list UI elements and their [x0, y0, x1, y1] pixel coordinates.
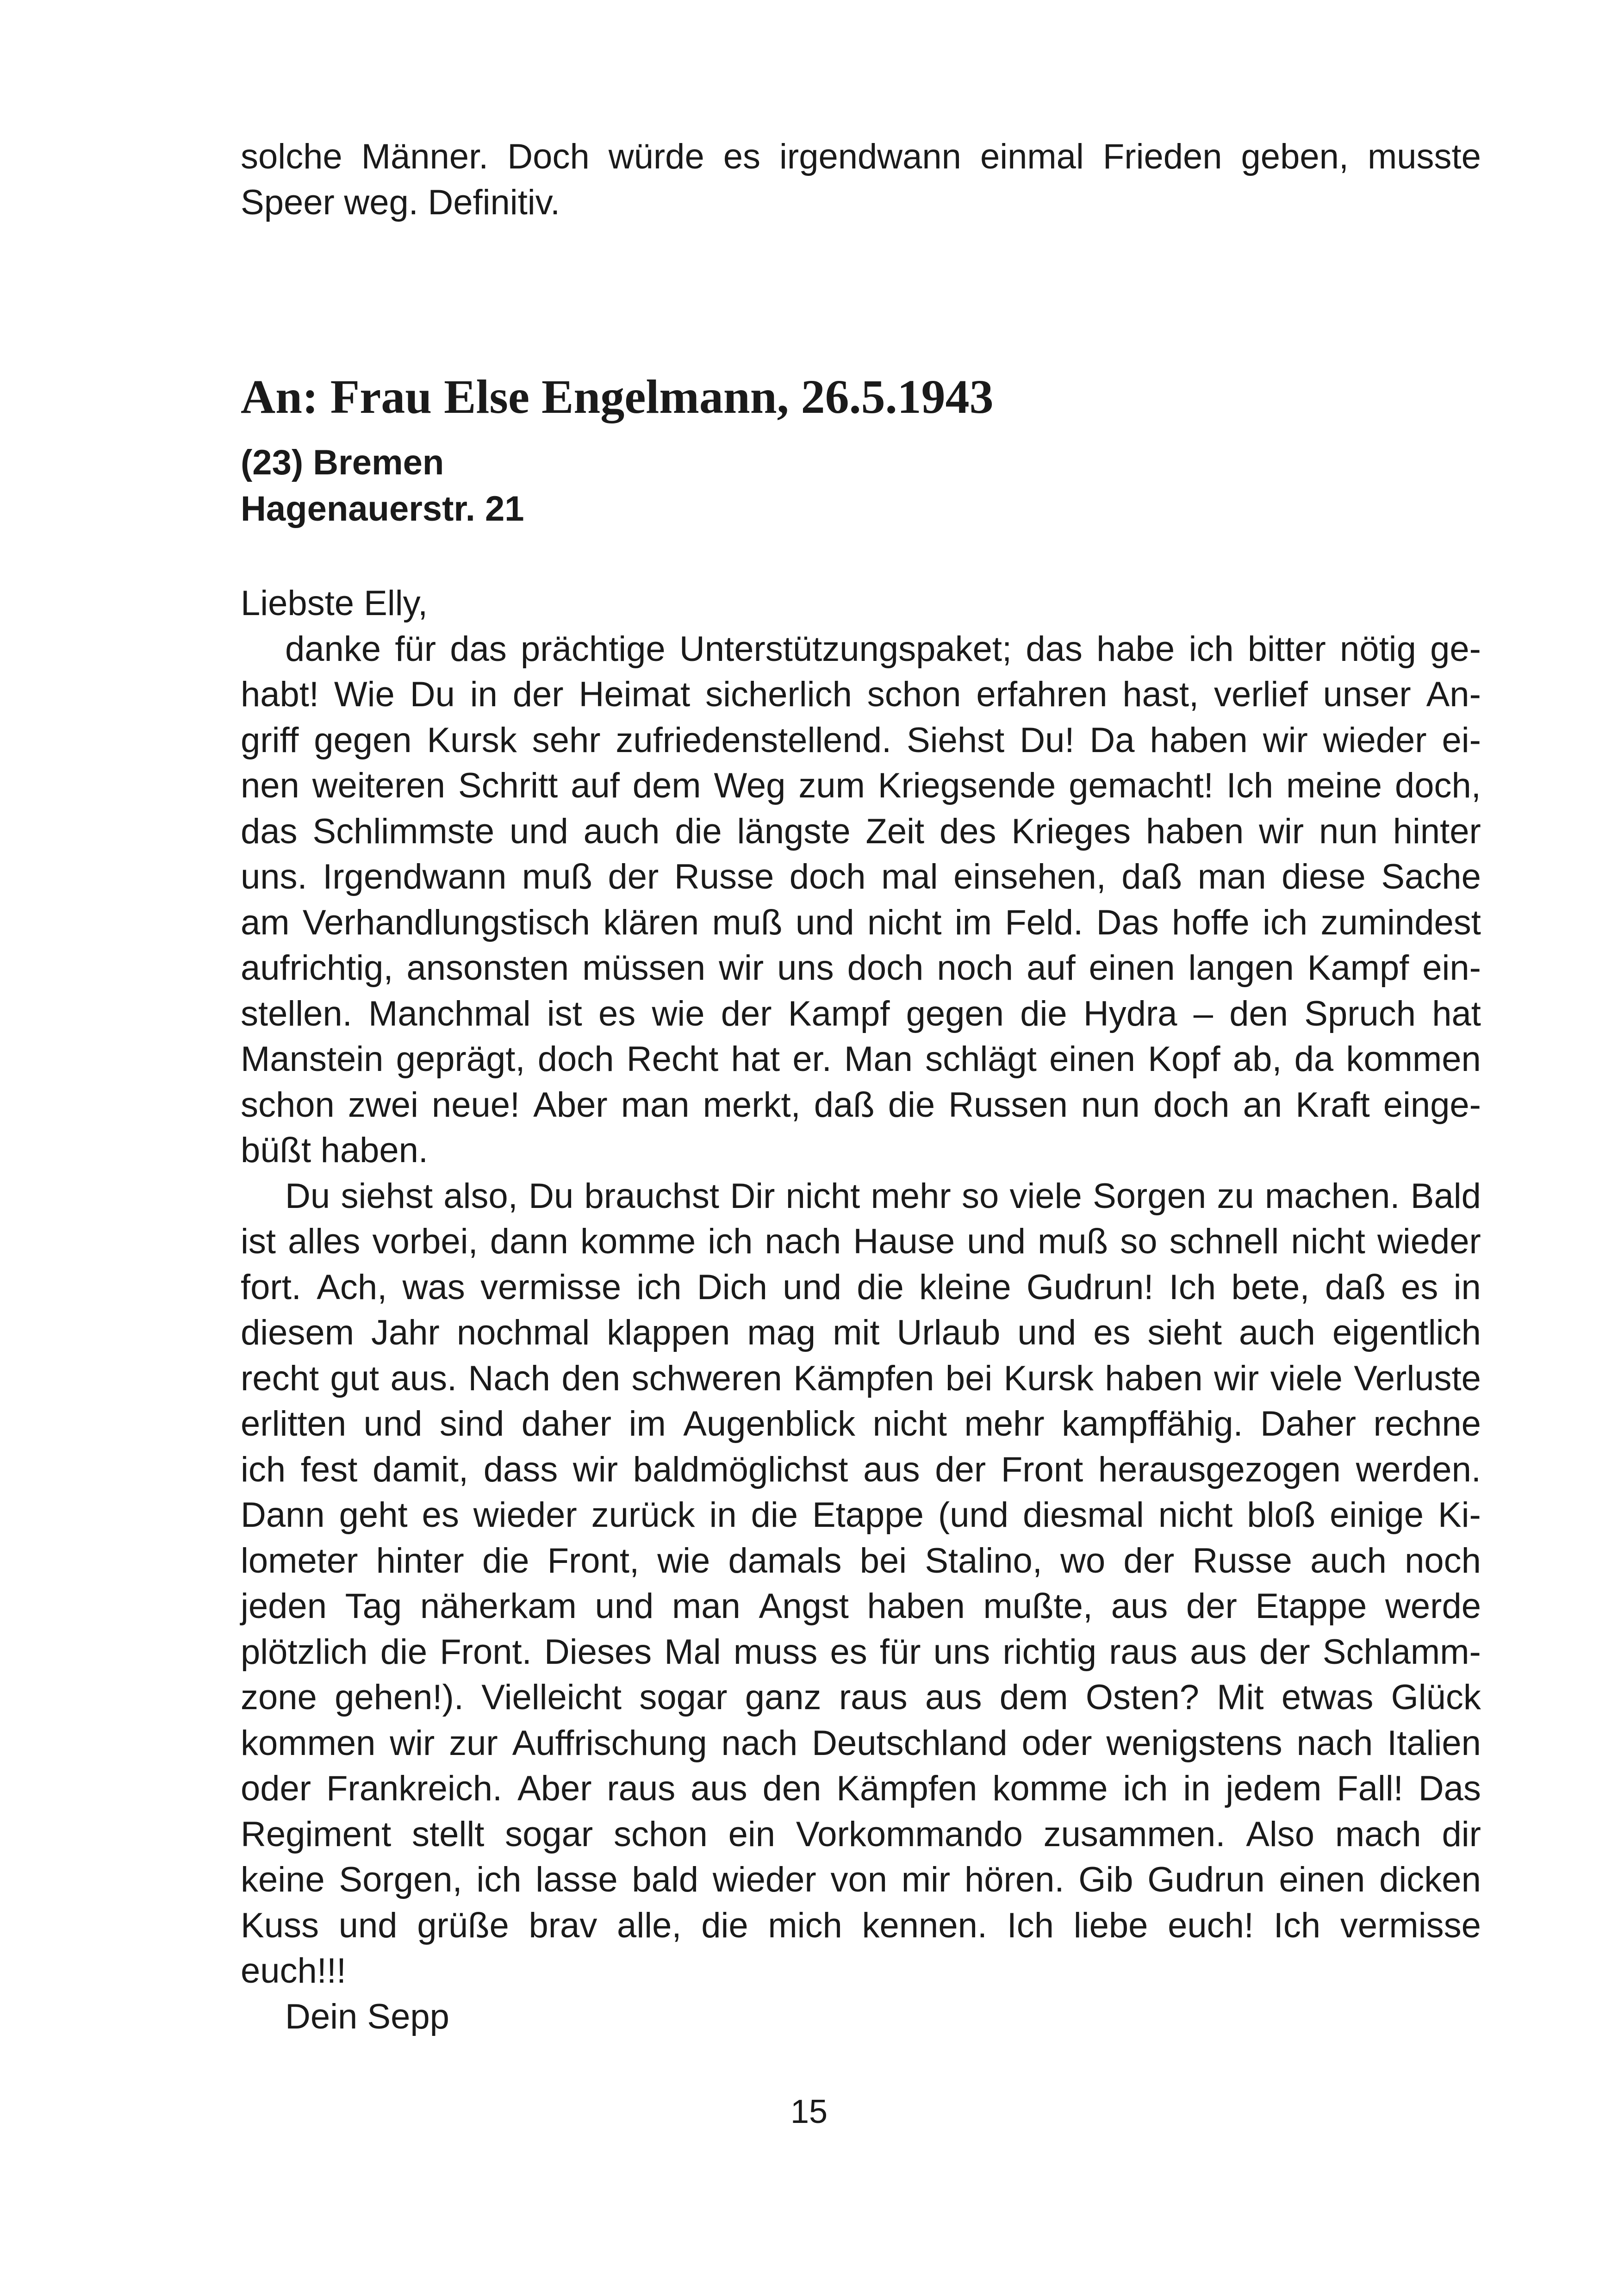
- address-street: Hagenauerstr. 21: [241, 489, 524, 529]
- text-line: diesem Jahr nochmal klappen mag mit Urlaub und es sieht auch eigentlich: [241, 1313, 1481, 1352]
- page-number: 15: [790, 2093, 828, 2130]
- text-line: das Schlimmste und auch die längste Zeit des Krieges haben wir nun hinter: [241, 811, 1481, 851]
- text-line: oder Frankreich. Aber raus aus den Kämpfen komme ich in jedem Fall! Das: [241, 1769, 1481, 1808]
- text-line: zone gehen!). Vielleicht sogar ganz raus aus dem Osten? Mit etwas Glück: [241, 1678, 1481, 1717]
- paragraph-2: [241, 1174, 1481, 1994]
- text-line: am Verhandlungstisch klären muß und nicht im Feld. Das hoffe ich zumindest: [241, 902, 1481, 942]
- text-line: schon zwei neue! Aber man merkt, daß die Russen nun doch an Kraft einge-: [241, 1085, 1481, 1125]
- text-line: kommen wir zur Auffrischung nach Deutschland oder wenigstens nach Italien: [241, 1723, 1481, 1763]
- text-line: aufrichtig, ansonsten müssen wir uns doch noch auf einen langen Kampf ein-: [241, 948, 1481, 988]
- text-line: lometer hinter die Front, wie damals bei Stalino, wo der Russe auch noch: [241, 1541, 1481, 1580]
- text-line: Manstein geprägt, doch Recht hat er. Man schlägt einen Kopf ab, da kommen: [241, 1039, 1481, 1079]
- letter-body: [241, 581, 1481, 2040]
- intro-paragraph: [241, 134, 1481, 225]
- address-block: [241, 440, 524, 532]
- text-line: solche Männer. Doch würde es irgendwann einmal Frieden geben, musste: [241, 137, 1481, 176]
- text-line: griff gegen Kursk sehr zufriedenstellend. Siehst Du! Da haben wir wieder ei-: [241, 720, 1481, 760]
- text-line: nen weiteren Schritt auf dem Weg zum Kriegsende gemacht! Ich meine doch,: [241, 766, 1481, 805]
- text-line: ist alles vorbei, dann komme ich nach Hause und muß so schnell nicht wieder: [241, 1222, 1481, 1261]
- text-line: habt! Wie Du in der Heimat sicherlich schon erfahren hast, verlief unser An-: [241, 675, 1481, 714]
- text-line: uns. Irgendwann muß der Russe doch mal einsehen, daß man diese Sache: [241, 857, 1481, 896]
- closing-signature: Dein Sepp: [285, 1997, 449, 2036]
- text-line: erlitten und sind daher im Augenblick nicht mehr kampffähig. Daher rechne: [241, 1404, 1481, 1444]
- salutation: Liebste Elly,: [241, 584, 428, 623]
- text-line: danke für das prächtige Unterstützungspaket; das habe ich bitter nötig ge-: [285, 629, 1481, 669]
- text-line: Speer weg. Definitiv.: [241, 182, 560, 222]
- text-line: jeden Tag näherkam und man Angst haben mußte, aus der Etappe werde: [241, 1587, 1481, 1626]
- text-line: ich fest damit, dass wir baldmöglichst aus der Front herausgezogen werden.: [241, 1450, 1481, 1489]
- text-line: Dann geht es wieder zurück in die Etappe (und diesmal nicht bloß einige Ki-: [241, 1495, 1481, 1535]
- letter-heading: An: Frau Else Engelmann, 26.5.1943: [241, 370, 994, 423]
- text-line: Du siehst also, Du brauchst Dir nicht mehr so viele Sorgen zu machen. Bald: [285, 1176, 1481, 1216]
- paragraph-1: [241, 627, 1481, 1174]
- text-line: plötzlich die Front. Dieses Mal muss es für uns richtig raus aus der Schlamm-: [241, 1632, 1481, 1672]
- text-line: Regiment stellt sogar schon ein Vorkommando zusammen. Also mach dir: [241, 1814, 1481, 1854]
- text-line: recht gut aus. Nach den schweren Kämpfen bei Kursk haben wir viele Verluste: [241, 1358, 1481, 1398]
- text-line: stellen. Manchmal ist es wie der Kampf gegen die Hydra – den Spruch hat: [241, 994, 1481, 1033]
- page-body: [241, 134, 1481, 2036]
- text-line: büßt haben.: [241, 1131, 429, 1170]
- text-line: fort. Ach, was vermisse ich Dich und die kleine Gudrun! Ich bete, daß es in: [241, 1267, 1481, 1307]
- address-city: (23) Bremen: [241, 443, 444, 482]
- text-line: keine Sorgen, ich lasse bald wieder von mir hören. Gib Gudrun einen dicken: [241, 1860, 1481, 1899]
- text-line: Kuss und grüße brav alle, die mich kennen. Ich liebe euch! Ich vermisse: [241, 1905, 1481, 1945]
- text-line: euch!!!: [241, 1951, 347, 1991]
